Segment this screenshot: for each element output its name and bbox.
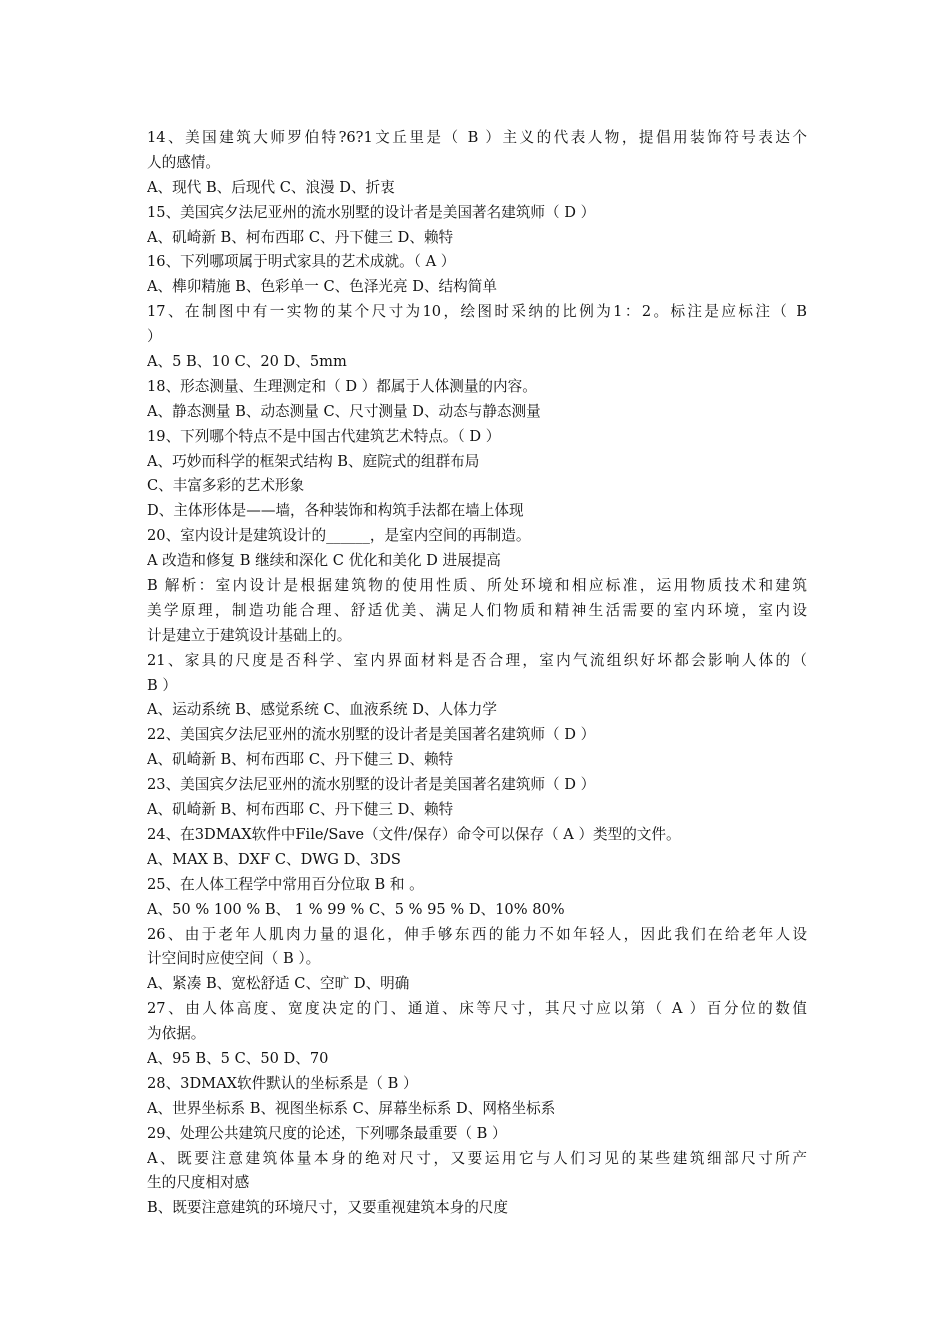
document-page	[147, 126, 807, 1221]
text-line: A、运动系统 B、感觉系统 C、血液系统 D、人体力学	[147, 701, 497, 719]
text-line: 计是建立于建筑设计基础上的。	[147, 626, 352, 644]
text-line: B 解析：室内设计是根据建筑物的使用性质、所处环境和相应标准，运用物质技术和建筑	[147, 577, 807, 595]
text-line: 24、在3DMAX软件中File/Save（文件/保存）命令可以保存（ A ）类型的文件。	[147, 825, 681, 843]
text-line: 26、由于老年人肌肉力量的退化，伸手够东西的能力不如年轻人，因此我们在给老年人设	[147, 925, 807, 943]
text-line: A、矶崎新 B、柯布西耶 C、丹下健三 D、赖特	[147, 751, 454, 769]
text-line: 18、形态测量、生理测定和（ D ）都属于人体测量的内容。	[147, 377, 537, 395]
text-line: A、现代 B、后现代 C、浪漫 D、折衷	[147, 178, 395, 196]
text-line: A、矶崎新 B、柯布西耶 C、丹下健三 D、赖特	[147, 801, 454, 819]
text-line: ）	[147, 328, 162, 346]
text-line: A、榫卯精施 B、色彩单一 C、色泽光亮 D、结构简单	[147, 278, 497, 296]
text-line: 16、下列哪项属于明式家具的艺术成就。（ A ）	[147, 253, 456, 271]
text-line: 美学原理，制造功能合理、舒适优美、满足人们物质和精神生活需要的室内环境，室内设	[147, 601, 807, 619]
text-line: 17、在制图中有一实物的某个尺寸为10，绘图时采纳的比例为1：2。标注是应标注（ B	[147, 303, 807, 321]
text-line: A、95 B、5 C、50 D、70	[147, 1049, 329, 1067]
text-line: 21、家具的尺度是否科学、室内界面材料是否合理，室内气流组织好坏都会影响人体的（	[147, 651, 807, 669]
text-line: C、丰富多彩的艺术形象	[147, 477, 305, 495]
text-line: 为依据。	[147, 1025, 206, 1043]
text-line: A、MAX B、DXF C、DWG D、3DS	[147, 850, 401, 868]
text-line: A、静态测量 B、动态测量 C、尺寸测量 D、动态与静态测量	[147, 402, 541, 420]
text-line: 23、美国宾夕法尼亚州的流水别墅的设计者是美国著名建筑师（ D ）	[147, 776, 596, 794]
text-line: 15、美国宾夕法尼亚州的流水别墅的设计者是美国著名建筑师（ D ）	[147, 203, 596, 221]
text-line: 28、3DMAX软件默认的坐标系是（ B ）	[147, 1074, 418, 1092]
text-line: 25、在人体工程学中常用百分位取 B 和 。	[147, 875, 424, 893]
text-line: 19、下列哪个特点不是中国古代建筑艺术特点。（ D ）	[147, 427, 501, 445]
text-line: 27、由人体高度、宽度决定的门、通道、床等尺寸，其尺寸应以第（ A ）百分位的数值	[147, 1000, 807, 1018]
text-line: 20、室内设计是建筑设计的______，是室内空间的再制造。	[147, 527, 531, 545]
text-line: A 改造和修复 B 继续和深化 C 优化和美化 D 进展提高	[147, 552, 501, 570]
text-line: B ）	[147, 676, 177, 694]
text-line: 人的感情。	[147, 153, 220, 171]
text-line: A、巧妙而科学的框架式结构 B、庭院式的组群布局	[147, 452, 480, 470]
text-line: D、主体形体是——墙，各种装饰和构筑手法都在墙上体现	[147, 502, 524, 520]
text-line: A、50 % 100 % B、 1 % 99 % C、5 % 95 % D、10% 80%	[147, 900, 565, 918]
text-line: 29、处理公共建筑尺度的论述，下列哪条最重要（ B ）	[147, 1124, 507, 1142]
text-line: A、世界坐标系 B、视图坐标系 C、屏幕坐标系 D、网格坐标系	[147, 1099, 556, 1117]
text-line: 计空间时应使空间（ B ）。	[147, 950, 321, 968]
text-line: 生的尺度相对感	[147, 1174, 250, 1192]
text-line: A、既要注意建筑体量本身的绝对尺寸，又要运用它与人们习见的某些建筑细部尺寸所产	[147, 1149, 807, 1167]
text-line: 22、美国宾夕法尼亚州的流水别墅的设计者是美国著名建筑师（ D ）	[147, 726, 596, 744]
text-line: A、紧凑 B、宽松舒适 C、空旷 D、明确	[147, 975, 410, 993]
text-line: A、矶崎新 B、柯布西耶 C、丹下健三 D、赖特	[147, 228, 454, 246]
text-line: B、既要注意建筑的环境尺寸，又要重视建筑本身的尺度	[147, 1199, 508, 1217]
text-line: A、5 B、10 C、20 D、5mm	[147, 353, 347, 371]
text-line: 14、美国建筑大师罗伯特?6?1文丘里是（ B ）主义的代表人物，提倡用装饰符号表达个	[147, 129, 807, 146]
